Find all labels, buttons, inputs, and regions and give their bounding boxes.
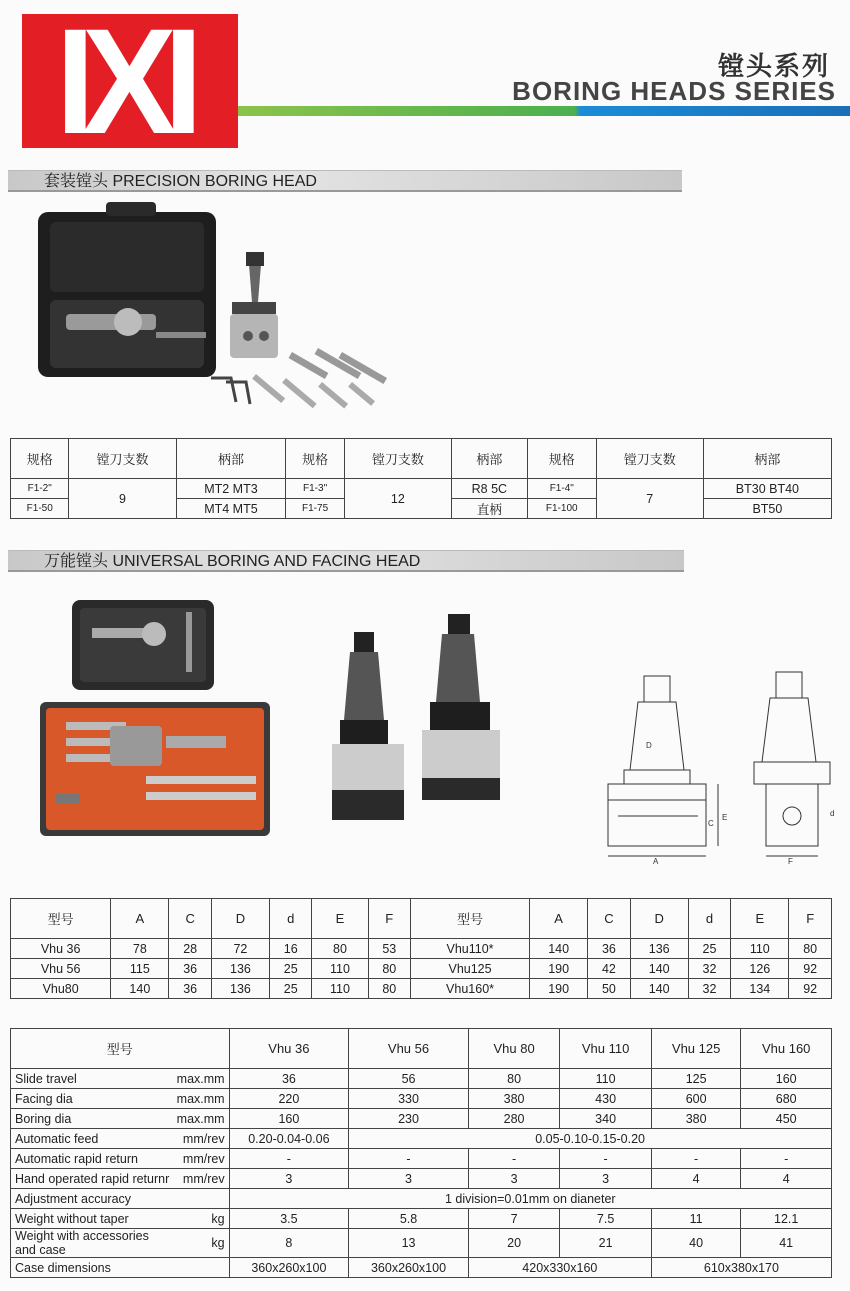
spec-value: 125 (651, 1069, 741, 1089)
spec-value: 21 (560, 1229, 652, 1258)
spec-value: - (651, 1149, 741, 1169)
dimension-cell: 92 (789, 979, 832, 999)
dimension-cell: 110 (312, 959, 368, 979)
diagram-label-F: F (788, 857, 793, 866)
spec-label: Weight with accessories and case (11, 1229, 175, 1258)
spec-value: 0.05-0.10-0.15-0.20 (349, 1129, 832, 1149)
spec-unit: mm/rev (175, 1169, 229, 1189)
header-spec: 规格 (286, 439, 344, 479)
table-row (11, 1149, 832, 1169)
dimension-cell: 136 (211, 979, 269, 999)
model-vhu110: Vhu 110 (560, 1029, 652, 1069)
page-title-chinese: 镗头系列 (717, 51, 830, 81)
spec-label: Weight without taper (11, 1209, 175, 1229)
spec-value: F1-2" (11, 479, 69, 499)
model-cell: Vhu 36 (11, 939, 111, 959)
section-title-precision: 套装镗头 PRECISION BORING HEAD (8, 170, 682, 192)
spec-value: 5.8 (349, 1209, 469, 1229)
dimension-cell: 36 (169, 959, 211, 979)
spec-value: 600 (651, 1089, 741, 1109)
dimension-cell: 25 (270, 979, 312, 999)
diagram-label-E: E (722, 813, 728, 822)
header-shank: 柄部 (176, 439, 286, 479)
spec-value: 3 (468, 1169, 560, 1189)
universal-specs-table (10, 1028, 832, 1278)
spec-value: 280 (468, 1109, 560, 1129)
table-row (11, 1258, 832, 1278)
spec-value: 3 (560, 1169, 652, 1189)
header-dimension: A (530, 899, 588, 939)
header-dimension: E (312, 899, 368, 939)
spec-value: - (560, 1149, 652, 1169)
spec-label: Slide travel (11, 1069, 175, 1089)
cutter-count-value: 7 (596, 479, 703, 519)
header-spec: 规格 (527, 439, 596, 479)
header-cutter-count: 镗刀支数 (344, 439, 451, 479)
cutter-count-value: 9 (69, 479, 176, 519)
dimension-cell: 32 (688, 959, 730, 979)
dimension-cell: 36 (169, 979, 211, 999)
spec-value: - (468, 1149, 560, 1169)
table-row (11, 1189, 832, 1209)
product-photo-universal-kits (36, 598, 276, 840)
model-vhu36: Vhu 36 (229, 1029, 349, 1069)
header-dimension: d (270, 899, 312, 939)
spec-value: 13 (349, 1229, 469, 1258)
spec-value: 7.5 (560, 1209, 652, 1229)
header-spec: 规格 (11, 439, 69, 479)
spec-value: 56 (349, 1069, 469, 1089)
spec-value: F1-75 (286, 499, 344, 519)
header-shank: 柄部 (703, 439, 831, 479)
spec-value: 430 (560, 1089, 652, 1109)
spec-value: 1 division=0.01mm on dianeter (229, 1189, 831, 1209)
spec-label: Boring dia (11, 1109, 175, 1129)
spec-unit: kg (175, 1209, 229, 1229)
header-shank: 柄部 (451, 439, 527, 479)
spec-value: 420x330x160 (468, 1258, 651, 1278)
dimension-cell: 136 (211, 959, 269, 979)
header-dimension: E (731, 899, 789, 939)
dimension-cell: 32 (688, 979, 730, 999)
table-row (11, 979, 832, 999)
dimension-cell: 78 (111, 939, 169, 959)
dimension-cell: 53 (368, 939, 410, 959)
page-title: BORING HEADS SERIES (512, 76, 836, 106)
table-row (11, 1069, 832, 1089)
dimension-cell: 25 (688, 939, 730, 959)
spec-value: 4 (741, 1169, 832, 1189)
header-divider (238, 106, 850, 116)
spec-value: 40 (651, 1229, 741, 1258)
spec-value: 110 (560, 1069, 652, 1089)
dimension-cell: 134 (731, 979, 789, 999)
diagram-head-front (598, 666, 716, 866)
product-photo-universal-heads (326, 610, 506, 832)
table-row (11, 939, 832, 959)
spec-value: F1-4" (527, 479, 596, 499)
spec-label: Facing dia (11, 1089, 175, 1109)
spec-value: 330 (349, 1089, 469, 1109)
spec-value: 360x260x100 (229, 1258, 349, 1278)
model-vhu56: Vhu 56 (349, 1029, 469, 1069)
dimension-cell: 140 (630, 979, 688, 999)
dimension-cell: 50 (588, 979, 630, 999)
dimension-cell: 190 (530, 959, 588, 979)
dimension-cell: 126 (731, 959, 789, 979)
table-row (11, 1209, 832, 1229)
dimension-cell: 80 (789, 939, 832, 959)
spec-value: 3 (229, 1169, 349, 1189)
diagram-label-A: A (653, 857, 659, 866)
spec-value: F1-50 (11, 499, 69, 519)
logo-text: IXI (55, 0, 191, 165)
diagram-dimension-e (714, 666, 734, 866)
model-cell: Vhu110* (411, 939, 530, 959)
diagram-head-side (744, 666, 840, 866)
shank-value: BT50 (703, 499, 831, 519)
dimension-cell: 42 (588, 959, 630, 979)
brand-logo (22, 0, 238, 165)
spec-value: - (349, 1149, 469, 1169)
dimension-cell: 16 (270, 939, 312, 959)
model-vhu80: Vhu 80 (468, 1029, 560, 1069)
section-title-universal: 万能镗头 UNIVERSAL BORING AND FACING HEAD (8, 550, 684, 572)
dimension-cell: 25 (270, 959, 312, 979)
spec-value: 3.5 (229, 1209, 349, 1229)
spec-value: 80 (468, 1069, 560, 1089)
model-cell: Vhu80 (11, 979, 111, 999)
dimension-cell: 140 (530, 939, 588, 959)
spec-value: 36 (229, 1069, 349, 1089)
dimension-cell: 140 (630, 959, 688, 979)
spec-unit: max.mm (175, 1089, 229, 1109)
spec-value: 610x380x170 (651, 1258, 831, 1278)
header-cutter-count: 镗刀支数 (596, 439, 703, 479)
spec-unit: mm/rev (175, 1149, 229, 1169)
spec-unit: kg (175, 1229, 229, 1258)
spec-value: 160 (229, 1109, 349, 1129)
header-model: 型号 (11, 899, 111, 939)
cutter-count-value: 12 (344, 479, 451, 519)
model-cell: Vhu125 (411, 959, 530, 979)
header-cutter-count: 镗刀支数 (69, 439, 176, 479)
spec-unit (175, 1189, 229, 1209)
spec-label: Hand operated rapid returnr (11, 1169, 175, 1189)
model-vhu160: Vhu 160 (741, 1029, 832, 1069)
model-cell: Vhu160* (411, 979, 530, 999)
spec-value: 450 (741, 1109, 832, 1129)
spec-value: 380 (468, 1089, 560, 1109)
spec-value: 12.1 (741, 1209, 832, 1229)
precision-spec-table (10, 438, 832, 519)
header-dimension: A (111, 899, 169, 939)
model-vhu125: Vhu 125 (651, 1029, 741, 1069)
spec-value: 0.20-0.04-0.06 (229, 1129, 349, 1149)
spec-value: 8 (229, 1229, 349, 1258)
product-photo-precision-kit (36, 202, 406, 412)
spec-label: Automatic rapid return (11, 1149, 175, 1169)
dimension-cell: 80 (368, 959, 410, 979)
dimension-cell: 136 (630, 939, 688, 959)
dimension-cell: 36 (588, 939, 630, 959)
shank-value: BT30 BT40 (703, 479, 831, 499)
spec-label: Adjustment accuracy (11, 1189, 175, 1209)
dimension-cell: 28 (169, 939, 211, 959)
header-model: 型号 (11, 1029, 230, 1069)
spec-value: 680 (741, 1089, 832, 1109)
spec-unit: mm/rev (175, 1129, 229, 1149)
spec-unit: max.mm (175, 1109, 229, 1129)
dimension-cell: 140 (111, 979, 169, 999)
spec-value: 20 (468, 1229, 560, 1258)
table-row (11, 1169, 832, 1189)
shank-value: 直柄 (451, 499, 527, 519)
spec-value: F1-100 (527, 499, 596, 519)
diagram-label-d: d (830, 809, 835, 818)
model-cell: Vhu 56 (11, 959, 111, 979)
spec-value: - (229, 1149, 349, 1169)
spec-unit (175, 1258, 229, 1278)
diagram-label-C: C (708, 819, 714, 828)
diagram-label-D: D (646, 741, 652, 750)
spec-label: Automatic feed (11, 1129, 175, 1149)
header-dimension: F (789, 899, 832, 939)
header-dimension: C (169, 899, 211, 939)
dimension-cell: 115 (111, 959, 169, 979)
dimension-cell: 72 (211, 939, 269, 959)
header-dimension: D (630, 899, 688, 939)
table-row (11, 959, 832, 979)
dimension-cell: 80 (312, 939, 368, 959)
spec-value: 380 (651, 1109, 741, 1129)
spec-unit: max.mm (175, 1069, 229, 1089)
spec-value: 340 (560, 1109, 652, 1129)
table-row (11, 1109, 832, 1129)
table-row (11, 1129, 832, 1149)
spec-value: 360x260x100 (349, 1258, 469, 1278)
dimension-cell: 110 (312, 979, 368, 999)
dimension-cell: 92 (789, 959, 832, 979)
spec-value: 230 (349, 1109, 469, 1129)
spec-label: Case dimensions (11, 1258, 175, 1278)
header-dimension: C (588, 899, 630, 939)
spec-value: 4 (651, 1169, 741, 1189)
dimension-cell: 110 (731, 939, 789, 959)
table-row (11, 1229, 832, 1258)
header-dimension: F (368, 899, 410, 939)
spec-value: 160 (741, 1069, 832, 1089)
spec-value: 7 (468, 1209, 560, 1229)
shank-value: MT4 MT5 (176, 499, 286, 519)
spec-value: F1-3" (286, 479, 344, 499)
universal-dimensions-table (10, 898, 832, 999)
spec-value: - (741, 1149, 832, 1169)
header-dimension: D (211, 899, 269, 939)
header-dimension: d (688, 899, 730, 939)
spec-value: 41 (741, 1229, 832, 1258)
dimension-cell: 80 (368, 979, 410, 999)
spec-value: 220 (229, 1089, 349, 1109)
shank-value: MT2 MT3 (176, 479, 286, 499)
table-row (11, 1089, 832, 1109)
shank-value: R8 5C (451, 479, 527, 499)
header-model: 型号 (411, 899, 530, 939)
dimension-cell: 190 (530, 979, 588, 999)
spec-value: 3 (349, 1169, 469, 1189)
spec-value: 11 (651, 1209, 741, 1229)
